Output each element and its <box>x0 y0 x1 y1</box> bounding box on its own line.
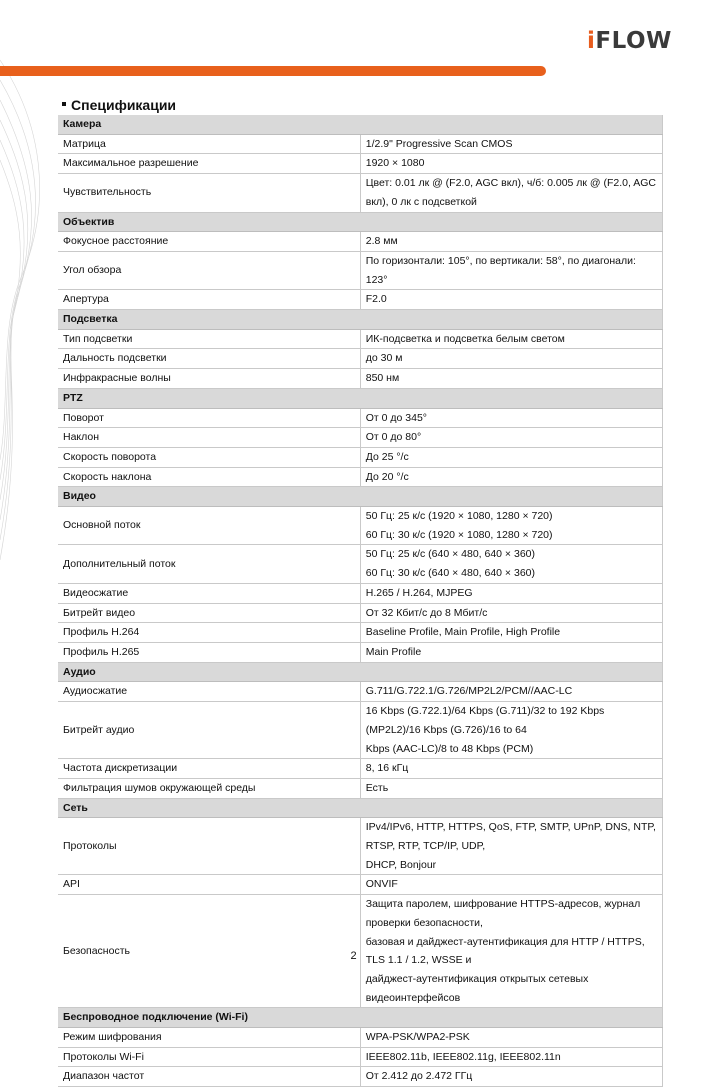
spec-value <box>360 232 662 252</box>
spec-row <box>58 1028 663 1048</box>
spec-value-line: IPv4/IPv6, HTTP, HTTPS, QoS, FTP, SMTP, UPnP, DNS, NTP, RTSP, RTP, TCP/IP, UDP, <box>365 821 656 853</box>
spec-row <box>58 875 663 895</box>
spec-value <box>360 759 662 779</box>
section-title: PTZ <box>58 388 663 408</box>
spec-value <box>360 507 662 545</box>
spec-label: Основной поток <box>58 507 360 545</box>
spec-value-line: 60 Гц: 30 к/с (1920 × 1080, 1280 × 720) <box>365 528 553 541</box>
spec-value <box>360 1028 662 1048</box>
spec-value <box>360 408 662 428</box>
spec-value-line: 1920 × 1080 <box>365 157 425 170</box>
spec-value-line: ИК-подсветка и подсветка белым светом <box>365 332 565 345</box>
spec-row <box>58 1047 663 1067</box>
section-title: Сеть <box>58 798 663 818</box>
section-header-row <box>58 662 663 682</box>
spec-value-line: базовая и дайджест-аутентификация для HTTP / HTTPS, TLS 1.1 / 1.2, WSSE и <box>365 935 645 967</box>
spec-label: Режим шифрования <box>58 1028 360 1048</box>
spec-value <box>360 642 662 662</box>
spec-row <box>58 290 663 310</box>
spec-row <box>58 447 663 467</box>
spec-value <box>360 623 662 643</box>
spec-value <box>360 1047 662 1067</box>
spec-row <box>58 818 663 875</box>
spec-value-line: до 30 м <box>365 352 403 365</box>
spec-value-line: дайджест-аутентификация открытых сетевых видеоинтерфейсов <box>365 972 589 1004</box>
spec-label: Угол обзора <box>58 251 360 289</box>
spec-row <box>58 349 663 369</box>
spec-label: Тип подсветки <box>58 329 360 349</box>
spec-value-line: По горизонтали: 105°, по вертикали: 58°, по диагонали: 123° <box>365 254 636 286</box>
spec-row <box>58 154 663 174</box>
section-title: Объектив <box>58 212 663 232</box>
spec-value-line: 850 нм <box>365 372 400 385</box>
spec-value-line: Есть <box>365 781 389 794</box>
section-header-row <box>58 212 663 232</box>
spec-row <box>58 428 663 448</box>
spec-label: Частота дискретизации <box>58 759 360 779</box>
spec-label: Профиль H.264 <box>58 623 360 643</box>
brand-logo <box>587 30 672 52</box>
section-header-row <box>58 310 663 330</box>
spec-row <box>58 408 663 428</box>
spec-row <box>58 603 663 623</box>
spec-row <box>58 642 663 662</box>
spec-value-line: G.711/G.722.1/G.726/MP2L2/PCM//AAC-LC <box>365 685 573 698</box>
spec-row <box>58 778 663 798</box>
spec-value-line: IEEE802.11b, IEEE802.11g, IEEE802.11n <box>365 1050 561 1063</box>
spec-row <box>58 232 663 252</box>
spec-value <box>360 778 662 798</box>
spec-value-line: 50 Гц: 25 к/с (1920 × 1080, 1280 × 720) <box>365 510 553 523</box>
spec-value-line: 60 Гц: 30 к/с (640 × 480, 640 × 360) <box>365 567 535 580</box>
spec-label: Битрейт аудио <box>58 702 360 759</box>
specifications-table-body <box>58 115 663 1087</box>
spec-value-line: WPA-PSK/WPA2-PSK <box>365 1031 470 1044</box>
spec-row <box>58 545 663 583</box>
spec-label: Матрица <box>58 134 360 154</box>
spec-value-line: 50 Гц: 25 к/с (640 × 480, 640 × 360) <box>365 548 535 561</box>
spec-value <box>360 329 662 349</box>
spec-value <box>360 545 662 583</box>
title-bullet-icon <box>62 102 66 106</box>
section-title: Видео <box>58 487 663 507</box>
spec-row <box>58 251 663 289</box>
spec-label: Чувствительность <box>58 174 360 212</box>
spec-value-line: Main Profile <box>365 645 422 658</box>
spec-value-line: F2.0 <box>365 293 387 306</box>
spec-value <box>360 369 662 389</box>
spec-label: Протоколы <box>58 818 360 875</box>
spec-row <box>58 759 663 779</box>
spec-value-line: ONVIF <box>365 878 398 891</box>
spec-row <box>58 174 663 212</box>
section-title: Подсветка <box>58 310 663 330</box>
spec-row <box>58 1067 663 1087</box>
spec-value-line: 8, 16 кГц <box>365 762 409 775</box>
spec-label: Максимальное разрешение <box>58 154 360 174</box>
spec-row <box>58 134 663 154</box>
spec-value-line: От 2.412 до 2.472 ГГц <box>365 1070 473 1083</box>
spec-value-line: H.265 / H.264, MJPEG <box>365 586 473 599</box>
spec-label: Безопасность <box>58 895 360 1008</box>
page-title-text: Спецификации <box>71 97 177 113</box>
spec-row <box>58 623 663 643</box>
spec-label: Скорость поворота <box>58 447 360 467</box>
spec-value-line: 1/2.9" Progressive Scan CMOS <box>365 137 513 150</box>
logo-wordmark: FLOW <box>595 28 672 54</box>
spec-value <box>360 447 662 467</box>
spec-value <box>360 583 662 603</box>
spec-value-line: От 0 до 80° <box>365 431 422 444</box>
orange-accent-bar <box>0 66 546 76</box>
spec-value <box>360 349 662 369</box>
section-title: Камера <box>58 115 663 134</box>
section-title: Аудио <box>58 662 663 682</box>
spec-row <box>58 583 663 603</box>
spec-row <box>58 507 663 545</box>
spec-value <box>360 154 662 174</box>
spec-label: Диапазон частот <box>58 1067 360 1087</box>
spec-value <box>360 682 662 702</box>
spec-value-line: Цвет: 0.01 лк @ (F2.0, AGC вкл), ч/б: 0.005 лк @ (F2.0, AGC вкл), 0 лк с подсветкой <box>365 177 657 208</box>
spec-label: Апертура <box>58 290 360 310</box>
spec-value <box>360 1067 662 1087</box>
spec-row <box>58 369 663 389</box>
spec-label: Дополнительный поток <box>58 545 360 583</box>
spec-row <box>58 467 663 487</box>
logo-letter-i: i <box>587 28 596 54</box>
section-header-row <box>58 115 663 134</box>
spec-value-line: Kbps (AAC-LC)/8 to 48 Kbps (PCM) <box>365 742 534 755</box>
spec-value-line: 2.8 мм <box>365 235 398 248</box>
spec-label: Поворот <box>58 408 360 428</box>
spec-label: Инфракрасные волны <box>58 369 360 389</box>
spec-value-line: Baseline Profile, Main Profile, High Profile <box>365 626 561 639</box>
spec-label: Фокусное расстояние <box>58 232 360 252</box>
spec-label: Дальность подсветки <box>58 349 360 369</box>
section-header-row <box>58 487 663 507</box>
spec-value <box>360 702 662 759</box>
specifications-table <box>58 115 663 1087</box>
spec-label: Аудиосжатие <box>58 682 360 702</box>
spec-value-line: До 25 °/с <box>365 450 409 463</box>
spec-value <box>360 251 662 289</box>
spec-value-line: От 32 Кбит/с до 8 Мбит/с <box>365 606 488 619</box>
spec-label: Скорость наклона <box>58 467 360 487</box>
spec-label: Фильтрация шумов окружающей среды <box>58 778 360 798</box>
spec-label: Протоколы Wi-Fi <box>58 1047 360 1067</box>
spec-value <box>360 134 662 154</box>
spec-value <box>360 603 662 623</box>
page-title <box>62 96 176 114</box>
spec-value <box>360 174 662 212</box>
spec-value-line: 16 Kbps (G.722.1)/64 Kbps (G.711)/32 to 192 Kbps (MP2L2)/16 Kbps (G.726)/16 to 64 <box>365 705 605 736</box>
spec-label: API <box>58 875 360 895</box>
decorative-swirl-lines <box>0 40 60 560</box>
spec-value <box>360 290 662 310</box>
spec-label: Битрейт видео <box>58 603 360 623</box>
spec-value <box>360 467 662 487</box>
section-header-row <box>58 1008 663 1028</box>
spec-label: Видеосжатие <box>58 583 360 603</box>
spec-value <box>360 818 662 875</box>
spec-row <box>58 682 663 702</box>
spec-row <box>58 329 663 349</box>
spec-value <box>360 428 662 448</box>
section-header-row <box>58 388 663 408</box>
spec-value-line: До 20 °/с <box>365 470 409 483</box>
spec-value-line: От 0 до 345° <box>365 411 428 424</box>
spec-row <box>58 702 663 759</box>
spec-value-line: DHCP, Bonjour <box>365 858 437 871</box>
spec-label: Наклон <box>58 428 360 448</box>
section-header-row <box>58 798 663 818</box>
section-title: Беспроводное подключение (Wi-Fi) <box>58 1008 663 1028</box>
spec-value <box>360 875 662 895</box>
spec-value-line: Защита паролем, шифрование HTTPS-адресов, журнал проверки безопасности, <box>365 898 641 929</box>
spec-label: Профиль H.265 <box>58 642 360 662</box>
page-number: 2 <box>350 950 357 962</box>
